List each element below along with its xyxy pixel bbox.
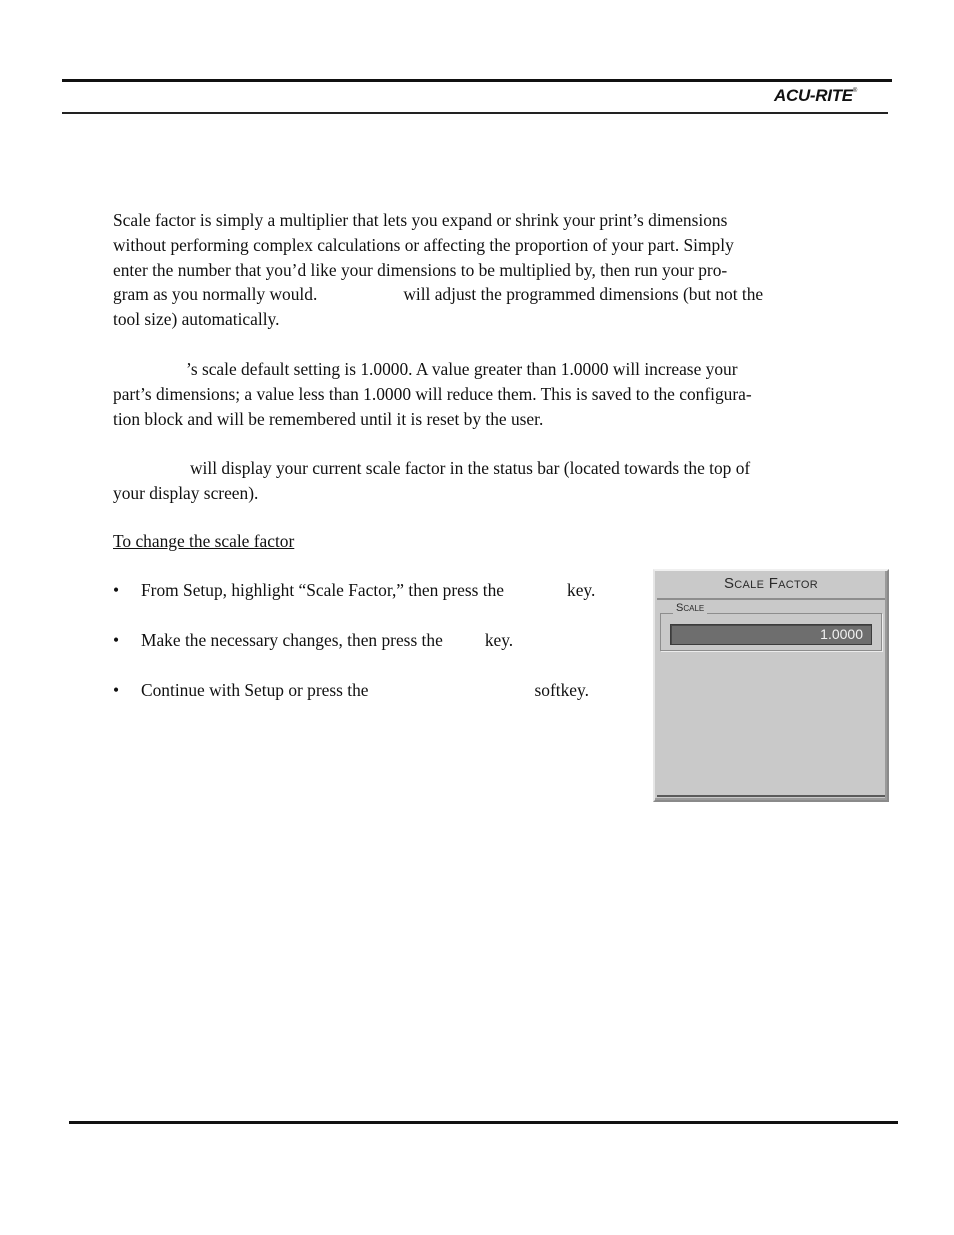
scale-value: 1.0000 [820,626,863,642]
footer-rule [69,1121,898,1124]
header-rule-bottom [62,112,888,114]
paragraph-status-bar: will display your current scale factor in the status bar (located towards the top of your display screen). [113,458,751,503]
paragraph-scale-factor-intro: Scale factor is simply a multiplier that lets you expand or shrink your print’s dimensions without performing complex calculations or affecting the proportion of your part. Simply enter the number that you’d like your dimensions to be multiplied by, then run your pro- gram as you normally would. will adjust the programmed dimensions (but not the tool size) automatically. [113,210,764,330]
subheading-change-scale-factor: To change the scale factor [113,531,295,551]
paragraph-scale-default: ’s scale default setting is 1.0000. A value greater than 1.0000 will increase your part’s dimensions; a value less than 1.0000 will reduce them. This is saved to the configura- tion block and will be remembered until it is reset by the user. [113,359,752,429]
scale-group-label: Scale [673,602,707,614]
bullet-step-2: • Make the necessary changes, then press the key. [113,630,514,650]
dialog-bottom-edge [657,795,885,797]
bullet-step-3: • Continue with Setup or press the softkey. [113,680,589,700]
bullet-step-1: • From Setup, highlight “Scale Factor,” then press the key. [113,580,596,600]
header-rule-top [62,79,892,82]
dialog-title: Scale Factor [724,575,818,592]
dialog-title-divider [657,598,885,600]
scale-value-field[interactable] [670,624,872,645]
brand-logo: ACU-RITE® [774,86,857,105]
scale-factor-dialog [653,569,889,802]
